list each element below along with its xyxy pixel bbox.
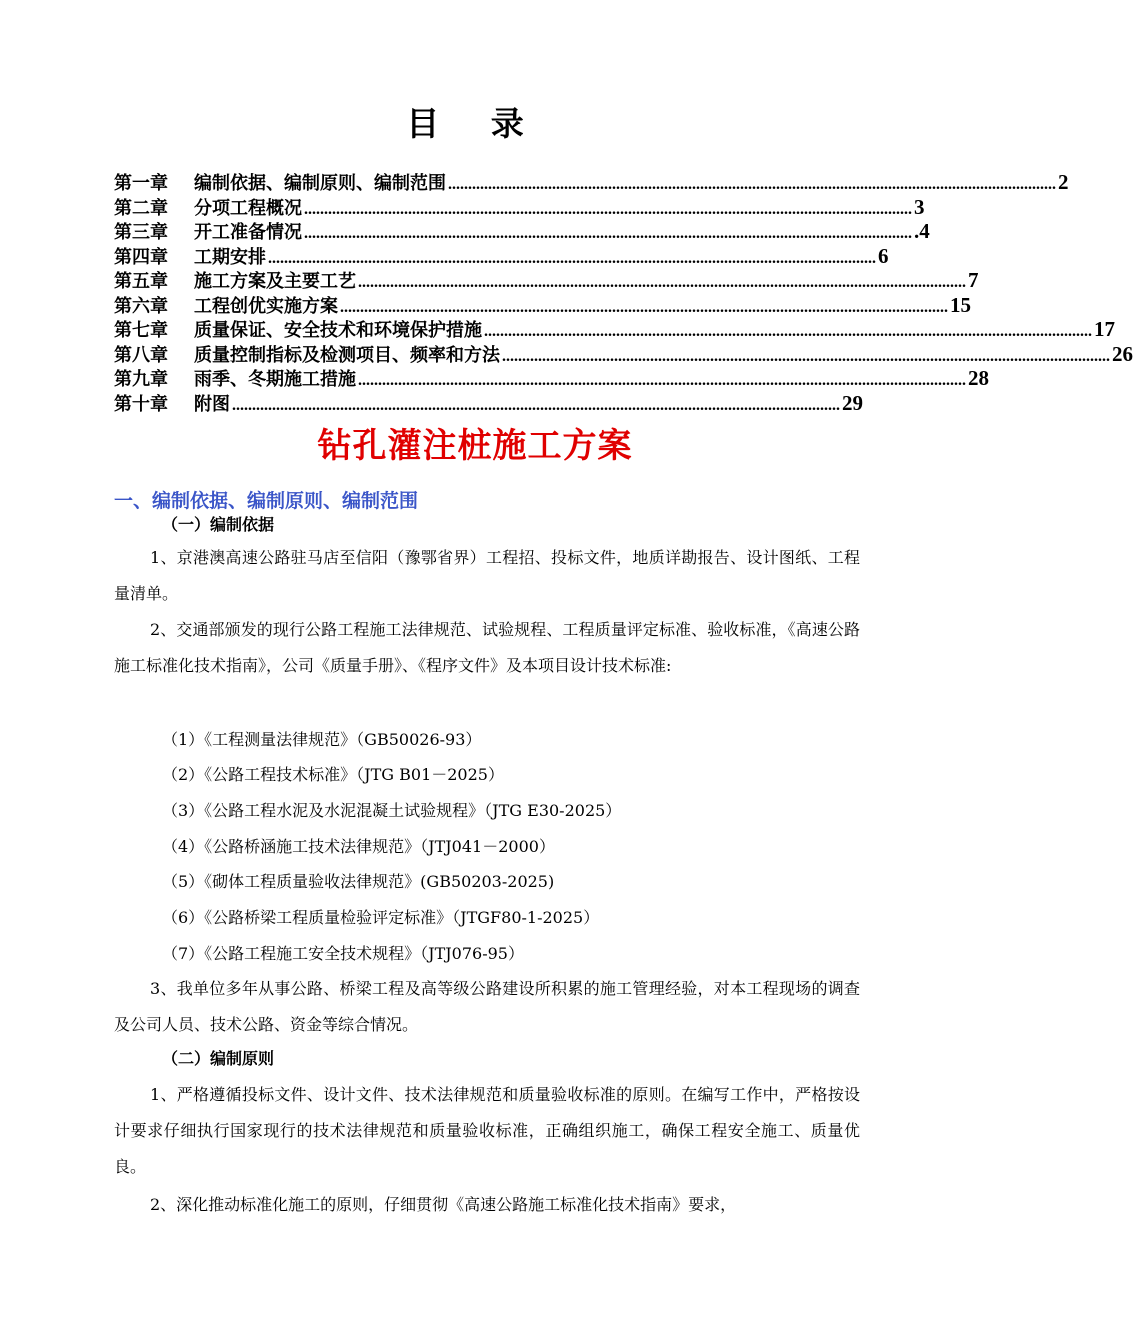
toc-text: 雨季、冬期施工措施 (194, 369, 356, 390)
toc-leader: ........................................................................................................................................................ (304, 200, 912, 218)
toc-chapter: 第八章 (114, 344, 168, 366)
toc-leader: ........................................................................................................................................................ (358, 274, 966, 291)
toc-page: 2 (1058, 170, 1069, 194)
paragraph: 2、深化推动标准化施工的原则，仔细贯彻《高速公路施工标准化技术指南》要求， (150, 1195, 737, 1214)
toc-leader: ........................................................................................................................................................ (268, 249, 876, 267)
reference-item: （7）《公路工程施工安全技术规程》（JTJ076-95） (162, 944, 524, 963)
paragraph: 2、交通部颁发的现行公路工程施工法律规范、试验规程、工程质量评定标准、验收标准，《高速公路施工标准化技术指南》，公司《质量手册》、《程序文件》及本项目设计技术标准: (114, 620, 860, 675)
toc-text: 开工准备情况 (194, 222, 302, 243)
toc-chapter: 第二章 (114, 197, 168, 219)
paragraph: 3、我单位多年从事公路、桥梁工程及高等级公路建设所积累的施工管理经验，对本工程现场的调查及公司人员、技术公路、资金等综合情况。 (114, 979, 860, 1034)
reference-item: （6）《公路桥梁工程质量检验评定标准》（JTGF80-1-2025） (162, 908, 600, 927)
toc-chapter: 第九章 (114, 369, 168, 390)
toc-text: 工期安排 (194, 246, 266, 268)
toc-title: 目 录 (406, 104, 544, 143)
reference-item: （4）《公路桥涵施工技术法律规范》（JTJ041－2000） (162, 837, 555, 856)
toc-leader: ........................................................................................................................................................ (304, 225, 912, 242)
table-of-contents (114, 170, 1133, 415)
toc-entry[interactable] (114, 268, 979, 293)
paragraph: 1、京港澳高速公路驻马店至信阳（豫鄂省界）工程招、投标文件，地质详勘报告、设计图纸、工程量清单。 (114, 548, 860, 603)
toc-leader: ........................................................................................................................................................ (502, 347, 1110, 365)
toc-page: 6 (878, 243, 889, 268)
reference-item: （1）《工程测量法律规范》（GB50026-93） (162, 730, 482, 749)
toc-leader: ........................................................................................................................................................ (232, 396, 840, 414)
reference-item: （3）《公路工程水泥及水泥混凝土试验规程》（JTG E30-2025） (162, 801, 622, 820)
toc-page: 28 (968, 366, 989, 390)
toc-chapter: 第七章 (114, 320, 168, 341)
document-title: 钻孔灌注桩施工方案 (317, 426, 633, 466)
toc-entry[interactable] (114, 341, 1133, 367)
toc-chapter: 第六章 (114, 295, 168, 317)
toc-text: 施工方案及主要工艺 (194, 271, 356, 292)
toc-page: 15 (950, 292, 971, 317)
toc-leader: ........................................................................................................................................................ (340, 298, 948, 316)
toc-chapter: 第三章 (114, 222, 168, 243)
toc-entry[interactable] (114, 219, 930, 244)
subsection-heading: （一）编制依据 (162, 515, 275, 534)
toc-page: 17 (1094, 317, 1115, 341)
toc-text: 工程创优实施方案 (194, 295, 338, 317)
toc-chapter: 第一章 (114, 173, 168, 194)
toc-text: 质量保证、安全技术和环境保护措施 (194, 320, 482, 341)
reference-item: （5）《砌体工程质量验收法律规范》(GB50203-2025) (162, 872, 555, 891)
toc-page: .4 (914, 219, 930, 243)
reference-item: （2）《公路工程技术标准》（JTG B01－2025） (162, 765, 504, 784)
toc-page: 26 (1112, 341, 1133, 366)
toc-text: 编制依据、编制原则、编制范围 (194, 173, 446, 194)
toc-text: 分项工程概况 (194, 197, 302, 219)
toc-entry[interactable] (114, 317, 1115, 342)
section-heading: 一、编制依据、编制原则、编制范围 (114, 490, 419, 512)
toc-chapter: 第十章 (114, 393, 168, 415)
toc-text: 附图 (194, 393, 230, 415)
toc-page: 3 (914, 194, 925, 219)
toc-page: 29 (842, 390, 863, 415)
toc-leader: ........................................................................................................................................................ (448, 176, 1056, 193)
subsection-heading: （二）编制原则 (162, 1049, 275, 1068)
toc-entry[interactable] (114, 292, 971, 318)
toc-entry[interactable] (114, 243, 889, 269)
toc-chapter: 第四章 (114, 246, 168, 268)
paragraph: 1、严格遵循投标文件、设计文件、技术法律规范和质量验收标准的原则。在编写工作中，严格按设计要求仔细执行国家现行的技术法律规范和质量验收标准，正确组织施工，确保工程安全施工、质量优良。 (114, 1085, 860, 1176)
toc-leader: ........................................................................................................................................................ (484, 323, 1092, 340)
toc-chapter: 第五章 (114, 271, 168, 292)
toc-page: 7 (968, 268, 979, 292)
toc-text: 质量控制指标及检测项目、频率和方法 (194, 344, 500, 366)
toc-entry[interactable] (114, 366, 989, 391)
toc-entry[interactable] (114, 194, 925, 220)
toc-entry[interactable] (114, 391, 862, 416)
toc-leader: ........................................................................................................................................................ (358, 372, 966, 389)
toc-entry[interactable] (114, 170, 1069, 195)
